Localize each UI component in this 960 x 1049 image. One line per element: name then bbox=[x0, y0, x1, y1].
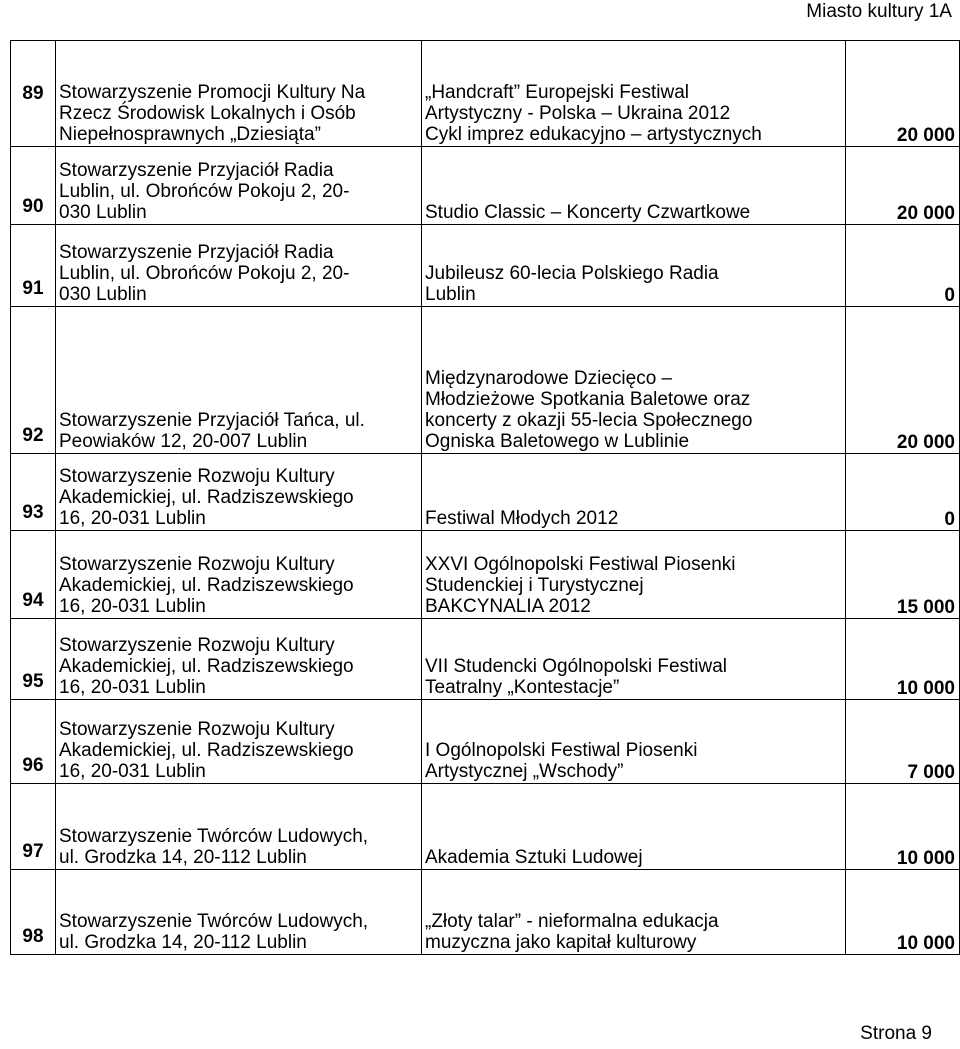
project-line: Międzynarodowe Dziecięco – bbox=[425, 368, 673, 389]
project-cell bbox=[422, 531, 846, 619]
table-row bbox=[11, 784, 960, 870]
organization-line: 16, 20-031 Lublin bbox=[59, 508, 206, 529]
row-number: 90 bbox=[11, 147, 56, 225]
organization-line: 16, 20-031 Lublin bbox=[59, 596, 206, 617]
table-row bbox=[11, 700, 960, 784]
project-line: XXVI Ogólnopolski Festiwal Piosenki bbox=[425, 554, 736, 575]
row-number: 95 bbox=[11, 619, 56, 700]
table-row bbox=[11, 454, 960, 531]
organization-line: Stowarzyszenie Rozwoju Kultury bbox=[59, 466, 335, 487]
organization-cell bbox=[56, 147, 422, 225]
organization-line: Stowarzyszenie Przyjaciół Radia bbox=[59, 242, 334, 263]
project-line: muzyczna jako kapitał kulturowy bbox=[425, 932, 697, 953]
project-line: Lublin bbox=[425, 284, 476, 305]
organization-cell bbox=[56, 41, 422, 147]
grant-amount: 15 000 bbox=[846, 531, 960, 619]
grant-amount: 10 000 bbox=[846, 784, 960, 870]
project-line: Studio Classic – Koncerty Czwartkowe bbox=[425, 202, 751, 223]
organization-line: Niepełnosprawnych „Dziesiąta” bbox=[59, 124, 321, 145]
project-line: koncerty z okazji 55-lecia Społecznego bbox=[425, 410, 753, 431]
project-line: Młodzieżowe Spotkania Baletowe oraz bbox=[425, 389, 751, 410]
grant-amount: 20 000 bbox=[846, 41, 960, 147]
project-line: I Ogólnopolski Festiwal Piosenki bbox=[425, 740, 698, 761]
project-line: „Handcraft” Europejski Festiwal bbox=[425, 82, 689, 103]
organization-line: Lublin, ul. Obrońców Pokoju 2, 20- bbox=[59, 181, 350, 202]
grant-amount: 20 000 bbox=[846, 147, 960, 225]
organization-line: Stowarzyszenie Przyjaciół Radia bbox=[59, 160, 334, 181]
row-number: 97 bbox=[11, 784, 56, 870]
organization-cell bbox=[56, 454, 422, 531]
organization-line: ul. Grodzka 14, 20-112 Lublin bbox=[59, 847, 307, 868]
project-line: Akademia Sztuki Ludowej bbox=[425, 847, 643, 868]
project-cell bbox=[422, 700, 846, 784]
organization-line: Stowarzyszenie Twórców Ludowych, bbox=[59, 826, 369, 847]
row-number: 91 bbox=[11, 225, 56, 307]
organization-line: 030 Lublin bbox=[59, 284, 147, 305]
organization-cell bbox=[56, 225, 422, 307]
project-line: BAKCYNALIA 2012 bbox=[425, 596, 591, 617]
grant-amount: 10 000 bbox=[846, 870, 960, 955]
organization-cell bbox=[56, 870, 422, 955]
table-row bbox=[11, 41, 960, 147]
organization-line: ul. Grodzka 14, 20-112 Lublin bbox=[59, 932, 307, 953]
project-cell bbox=[422, 619, 846, 700]
project-line: Ogniska Baletowego w Lublinie bbox=[425, 431, 690, 452]
project-line: VII Studencki Ogólnopolski Festiwal bbox=[425, 656, 728, 677]
project-cell bbox=[422, 41, 846, 147]
organization-line: 030 Lublin bbox=[59, 202, 147, 223]
organization-line: Lublin, ul. Obrońców Pokoju 2, 20- bbox=[59, 263, 350, 284]
project-cell bbox=[422, 454, 846, 531]
organization-line: Akademickiej, ul. Radziszewskiego bbox=[59, 656, 354, 677]
organization-cell bbox=[56, 784, 422, 870]
project-cell bbox=[422, 225, 846, 307]
organization-cell bbox=[56, 619, 422, 700]
row-number: 93 bbox=[11, 454, 56, 531]
grant-amount: 20 000 bbox=[846, 307, 960, 454]
project-line: Artystyczny - Polska – Ukraina 2012 bbox=[425, 103, 731, 124]
organization-line: Akademickiej, ul. Radziszewskiego bbox=[59, 575, 354, 596]
organization-cell bbox=[56, 700, 422, 784]
table-row bbox=[11, 225, 960, 307]
grant-amount: 0 bbox=[846, 454, 960, 531]
row-number: 96 bbox=[11, 700, 56, 784]
row-number: 92 bbox=[11, 307, 56, 454]
organization-cell bbox=[56, 531, 422, 619]
organization-line: Akademickiej, ul. Radziszewskiego bbox=[59, 740, 354, 761]
organization-line: Stowarzyszenie Rozwoju Kultury bbox=[59, 719, 335, 740]
table-row bbox=[11, 307, 960, 454]
grants-table-body bbox=[11, 41, 960, 955]
organization-line: Rzecz Środowisk Lokalnych i Osób bbox=[59, 103, 356, 124]
organization-line: 16, 20-031 Lublin bbox=[59, 761, 206, 782]
project-cell bbox=[422, 307, 846, 454]
organization-cell bbox=[56, 307, 422, 454]
organization-line: Peowiaków 12, 20-007 Lublin bbox=[59, 431, 308, 452]
table-row bbox=[11, 147, 960, 225]
row-number: 94 bbox=[11, 531, 56, 619]
grant-amount: 10 000 bbox=[846, 619, 960, 700]
organization-line: Stowarzyszenie Promocji Kultury Na bbox=[59, 82, 366, 103]
organization-line: 16, 20-031 Lublin bbox=[59, 677, 206, 698]
page-number: Strona 9 bbox=[860, 1023, 932, 1044]
organization-line: Akademickiej, ul. Radziszewskiego bbox=[59, 487, 354, 508]
project-line: Artystycznej „Wschody” bbox=[425, 761, 624, 782]
document-header-title: Miasto kultury 1A bbox=[806, 1, 952, 22]
project-line: Teatralny „Kontestacje” bbox=[425, 677, 620, 698]
grant-amount: 0 bbox=[846, 225, 960, 307]
project-line: Jubileusz 60-lecia Polskiego Radia bbox=[425, 263, 719, 284]
organization-line: Stowarzyszenie Rozwoju Kultury bbox=[59, 635, 335, 656]
project-line: Cykl imprez edukacyjno – artystycznych bbox=[425, 124, 762, 145]
organization-line: Stowarzyszenie Przyjaciół Tańca, ul. bbox=[59, 410, 365, 431]
project-cell bbox=[422, 147, 846, 225]
project-line: Festiwal Młodych 2012 bbox=[425, 508, 619, 529]
project-line: Studenckiej i Turystycznej bbox=[425, 575, 644, 596]
project-line: „Złoty talar” - nieformalna edukacja bbox=[425, 911, 719, 932]
organization-line: Stowarzyszenie Rozwoju Kultury bbox=[59, 554, 335, 575]
organization-line: Stowarzyszenie Twórców Ludowych, bbox=[59, 911, 369, 932]
project-cell bbox=[422, 784, 846, 870]
table-row bbox=[11, 870, 960, 955]
row-number: 98 bbox=[11, 870, 56, 955]
grants-table bbox=[10, 40, 960, 955]
table-row bbox=[11, 619, 960, 700]
row-number: 89 bbox=[11, 41, 56, 147]
grant-amount: 7 000 bbox=[846, 700, 960, 784]
table-row bbox=[11, 531, 960, 619]
project-cell bbox=[422, 870, 846, 955]
